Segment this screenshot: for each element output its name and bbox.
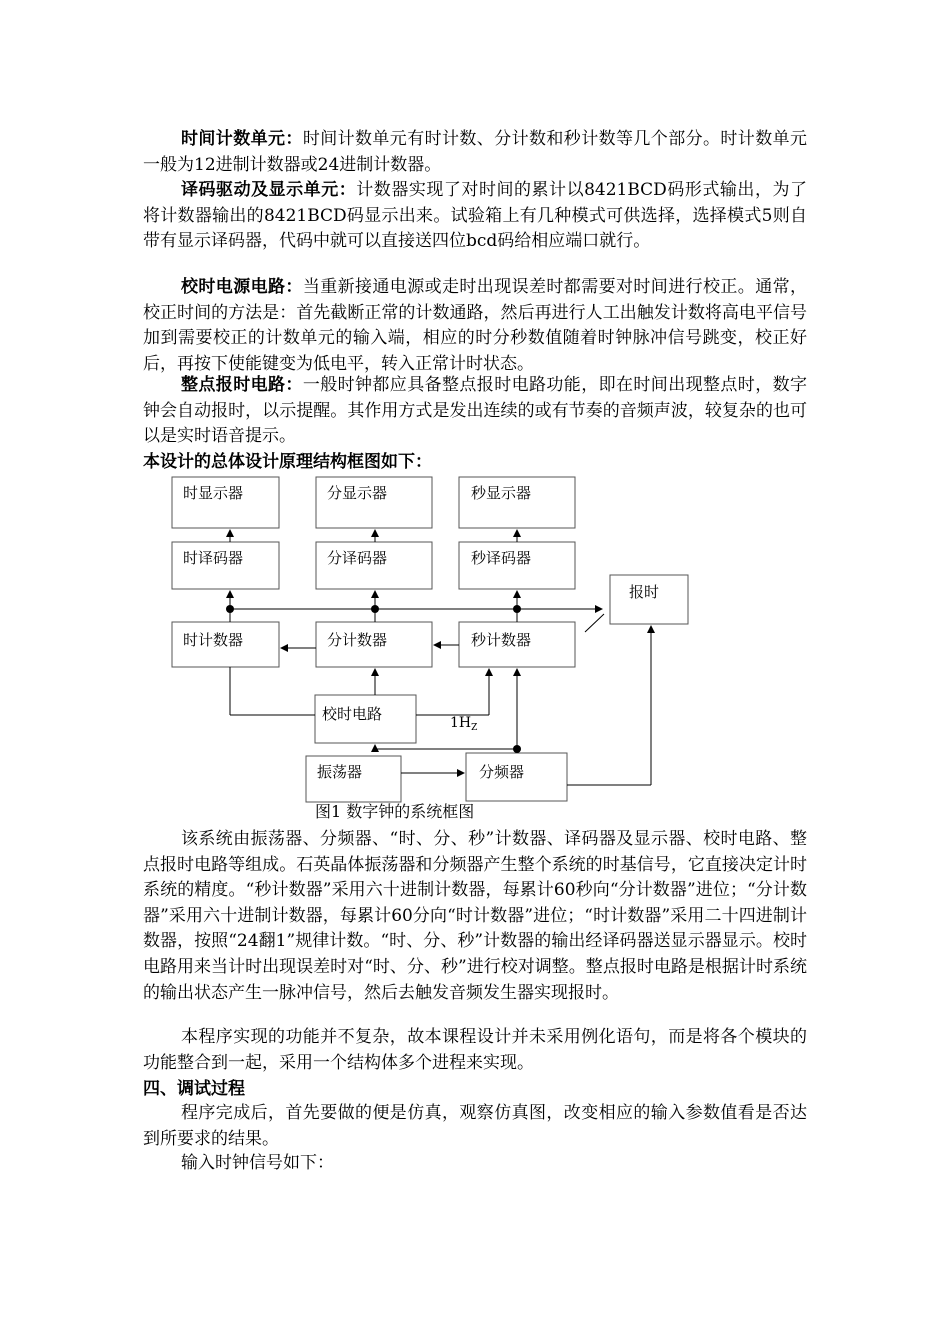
label-hourly-chime: 整点报时电路：: [181, 375, 303, 395]
paragraph-decode-display: [143, 178, 807, 255]
label-time-counting: 时间计数单元：: [181, 129, 303, 149]
hour-display-box: [172, 477, 279, 528]
debug-paragraph-1: 程序完成后，首先要做的便是仿真，观察仿真图，改变相应的输入参数值看是否达到所要求的结果。: [143, 1103, 807, 1149]
min-counter-box: [316, 622, 432, 667]
junction-dot: [513, 745, 521, 753]
sec-counter-label: 秒计数器: [471, 631, 532, 649]
min-decoder-label: 分译码器: [327, 549, 388, 567]
min-display-label: 分显示器: [327, 484, 388, 502]
min-counter-label: 分计数器: [327, 631, 388, 649]
divider-box: [466, 753, 567, 801]
oscillator-label: 振荡器: [317, 763, 363, 781]
sec-display-label: 秒显示器: [471, 484, 532, 502]
hour-counter-box: [172, 622, 279, 667]
chime-label: 报时: [629, 583, 660, 601]
frequency-label-main: 1H: [450, 715, 472, 731]
junction-dot: [371, 605, 379, 613]
figure-caption: 图1 数字钟的系统框图: [315, 802, 475, 821]
oscillator-box: [306, 756, 401, 802]
sec-display-box: [459, 477, 575, 528]
time-set-box: [315, 695, 416, 743]
debug-paragraph-2: 输入时钟信号如下：: [181, 1153, 334, 1173]
junction-dot: [226, 605, 234, 613]
section-heading: 四、调试过程: [143, 1079, 245, 1099]
paragraph-hourly-chime: [143, 373, 807, 450]
chime-box: [610, 575, 688, 624]
min-decoder-box: [316, 542, 432, 589]
label-decode-display: 译码驱动及显示单元：: [181, 180, 357, 200]
body-paragraph-system: 该系统由振荡器、分频器、“时、分、秒”计数器、译码器及显示器、校时电路、整点报时电路等组成。石英晶体振荡器和分频器产生整个系统的时基信号，它直接决定计时系统的精度。“秒计数器”采用六十进制计数器，每累计60秒向“分计数器”进位；“分计数器”采用六十进制计数器，每累计60分向“时计数器”进位；“时计数器”采用二十四进制计数器，按照“24翻1”规律计数。“时、分、秒”计数器的输出经译码器送显示器显示。校时电路用来当计时出现误差时对“时、分、秒”进行校对调整。整点报时电路是根据计时系统的输出状态产生一脉冲信号，然后去触发音频发生器实现报时。: [143, 829, 807, 1003]
body-paragraph-program: 本程序实现的功能并不复杂，故本课程设计并未采用例化语句，而是将各个模块的功能整合到一起，采用一个结构体多个进程来实现。: [143, 1027, 807, 1073]
divider-label: 分频器: [479, 763, 525, 781]
hour-decoder-box: [172, 542, 279, 589]
frequency-label-sub: Z: [471, 723, 478, 733]
hour-counter-label: 时计数器: [183, 631, 244, 649]
junction-dot: [513, 605, 521, 613]
text-time-setting: 当重新接通电源或走时出现误差时都需要对时间进行校正。通常，校正时间的方法是：首先截断正常的计数通路，然后再进行人工出触发计数将高电平信号加到需要校正的计数单元的输入端，相应的时分秒数值随着时钟脉冲信号跳变，校正好后，再按下使能键变为低电平，转入正常计时状态。: [143, 277, 808, 374]
diagram-intro: 本设计的总体设计原理结构框图如下：: [143, 452, 432, 472]
text-decode-display: 计数器实现了对时间的累计以8421BCD码形式输出，为了将计数器输出的8421BCD码显示出来。试验箱上有几种模式可供选择，选择模式5则自带有显示译码器，代码中就可以直接送四位bcd码给相应端口就行。: [143, 180, 808, 252]
hour-display-label: 时显示器: [183, 484, 244, 502]
min-display-box: [316, 477, 432, 528]
sec-decoder-box: [459, 542, 575, 589]
hour-decoder-label: 时译码器: [183, 549, 244, 567]
text-hourly-chime: 一般时钟都应具备整点报时电路功能，即在时间出现整点时，数字钟会自动报时，以示提醒。其作用方式是发出连续的或有节奏的音频声波，较复杂的也可以是实时语音提示。: [143, 375, 808, 447]
label-time-setting: 校时电源电路：: [181, 277, 303, 297]
paragraph-time-counting: [143, 127, 807, 178]
frequency-label: [450, 715, 477, 733]
sec-decoder-label: 秒译码器: [471, 549, 532, 567]
sec-counter-box: [459, 622, 575, 667]
time-set-label: 校时电路: [322, 705, 383, 723]
text-time-counting: 时间计数单元有时计数、分计数和秒计数等几个部分。时计数单元一般为12进制计数器或24进制计数器。: [143, 129, 808, 175]
paragraph-time-setting: [143, 275, 807, 377]
